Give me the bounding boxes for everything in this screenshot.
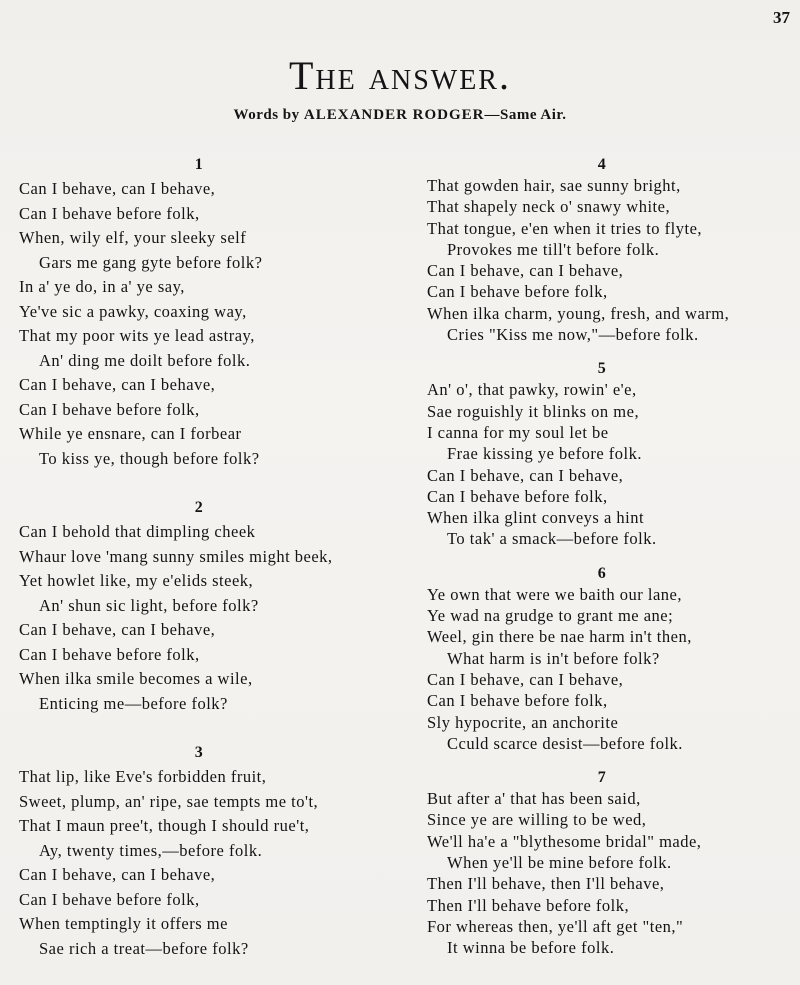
stanza-number: 3 xyxy=(194,744,204,761)
verse-line: Gars me gang gyte before folk? xyxy=(39,252,263,272)
verse-line: Can I behave, can I behave, xyxy=(427,465,624,485)
byline-suffix: —Same Air. xyxy=(484,107,567,123)
verse-line: For whereas then, ye'll aft get "ten," xyxy=(427,916,684,936)
verse-line: Then I'll behave before folk, xyxy=(427,895,630,915)
verse-line: Cculd scarce desist—before folk. xyxy=(447,733,683,753)
author-name: ALEXANDER RODGER xyxy=(303,107,485,123)
verse-line: Can I behave, can I behave, xyxy=(19,620,216,639)
verse-line: When, wily elf, your sleeky self xyxy=(19,228,247,247)
verse-line: What harm is in't before folk? xyxy=(447,648,660,668)
verse-line: When ilka smile becomes a wile, xyxy=(19,669,253,688)
verse-line: Cries "Kiss me now,"—before folk. xyxy=(447,325,699,345)
verse-line: Ye own that were we baith our lane, xyxy=(427,584,683,604)
byline-prefix: Words by xyxy=(233,107,300,123)
verse-line: Can I behave before folk, xyxy=(427,282,608,302)
stanza-1 xyxy=(19,153,399,471)
verse-line: Sweet, plump, an' ripe, sae tempts me to't, xyxy=(19,791,319,811)
stanza-number: 6 xyxy=(597,564,607,582)
byline xyxy=(0,107,800,124)
verse-line: Enticing me—before folk? xyxy=(39,693,228,713)
stanza-5 xyxy=(427,359,797,549)
stanza-number: 2 xyxy=(194,499,204,516)
verse-line: That I maun pree't, though I should rue't, xyxy=(19,816,310,835)
verse-line: When ilka glint conveys a hint xyxy=(427,508,645,528)
verse-line: Weel, gin there be nae harm in't then, xyxy=(427,627,692,647)
stanza-number: 4 xyxy=(597,156,607,173)
verse-line: To tak' a smack—before folk. xyxy=(447,529,657,549)
verse-line: Can I behave before folk, xyxy=(19,399,200,419)
verse-line: Yet howlet like, my e'elids steek, xyxy=(19,571,254,590)
stanza-number: 7 xyxy=(597,769,607,787)
verse-line: Sly hypocrite, an anchorite xyxy=(427,712,619,732)
verse-line: Can I behave before folk, xyxy=(427,486,608,506)
page-title: The answer. xyxy=(289,53,511,98)
stanza-3 xyxy=(19,741,399,961)
verse-line: That my poor wits ye lead astray, xyxy=(19,326,255,345)
verse-line: I canna for my soul let be xyxy=(427,422,609,442)
verse-line: That shapely neck o' snawy white, xyxy=(427,197,671,217)
verse-line: That tongue, e'en when it tries to flyte, xyxy=(427,218,703,238)
stanza-number: 5 xyxy=(597,360,607,378)
verse-line: Frae kissing ye before folk. xyxy=(447,444,642,464)
stanza-number: 1 xyxy=(194,156,204,173)
left-column xyxy=(19,153,399,961)
verse-line: That gowden hair, sae sunny bright, xyxy=(427,176,681,195)
verse-line: That lip, like Eve's forbidden fruit, xyxy=(19,767,267,786)
stanza-2 xyxy=(19,496,399,716)
verse-line: Can I behave, can I behave, xyxy=(19,865,216,884)
verse-line: Can I behave before folk, xyxy=(427,691,608,711)
verse-line: Can I behave before folk, xyxy=(19,644,200,664)
verse-line: An' ding me doilt before folk. xyxy=(39,350,251,370)
verse-line: It winna be before folk. xyxy=(447,938,615,958)
verse-line: In a' ye do, in a' ye say, xyxy=(19,277,185,296)
right-column xyxy=(427,155,797,959)
stanza-gap xyxy=(427,345,797,359)
verse-line: Sae roguishly it blinks on me, xyxy=(427,401,640,421)
verse-line: An' o', that pawky, rowin' e'e, xyxy=(427,380,637,400)
verse-line: We'll ha'e a "blythesome bridal" made, xyxy=(427,831,702,851)
verse-line: Sae rich a treat—before folk? xyxy=(39,938,249,958)
stanza-4 xyxy=(427,155,797,345)
stanza-6 xyxy=(427,564,797,754)
page-number: 37 xyxy=(773,8,790,27)
verse-line: Provokes me till't before folk. xyxy=(447,239,660,259)
verse-line: Can I behave before folk, xyxy=(19,889,200,909)
verse-line: Can I behave, can I behave, xyxy=(427,261,624,281)
stanza-gap xyxy=(19,716,399,741)
verse-line: To kiss ye, though before folk? xyxy=(39,448,260,468)
verse-line: Can I behave, can I behave, xyxy=(427,669,624,689)
verse-line: Can I behold that dimpling cheek xyxy=(19,522,256,541)
verse-line: Whaur love 'mang sunny smiles might beek, xyxy=(19,546,333,566)
verse-line: When temptingly it offers me xyxy=(19,914,228,933)
verse-line: Can I behave before folk, xyxy=(19,203,200,223)
verse-line: But after a' that has been said, xyxy=(427,789,641,809)
verse-line: Since ye are willing to be wed, xyxy=(427,810,647,830)
verse-line: Ye wad na grudge to grant me ane; xyxy=(427,606,674,626)
verse-line: Then I'll behave, then I'll behave, xyxy=(427,874,665,894)
verse-line: When ye'll be mine before folk. xyxy=(447,853,672,873)
verse-line: When ilka charm, young, fresh, and warm, xyxy=(427,303,730,323)
stanza-gap xyxy=(427,754,797,768)
verse-line: While ye ensnare, can I forbear xyxy=(19,424,242,443)
stanza-gap xyxy=(19,471,399,496)
verse-line: Can I behave, can I behave, xyxy=(19,179,216,198)
stanza-7 xyxy=(427,768,797,958)
verse-line: Ye've sic a pawky, coaxing way, xyxy=(19,301,247,321)
verse-line: An' shun sic light, before folk? xyxy=(39,595,259,615)
verse-line: Can I behave, can I behave, xyxy=(19,375,216,394)
stanza-gap xyxy=(427,550,797,564)
verse-line: Ay, twenty times,—before folk. xyxy=(39,840,263,860)
